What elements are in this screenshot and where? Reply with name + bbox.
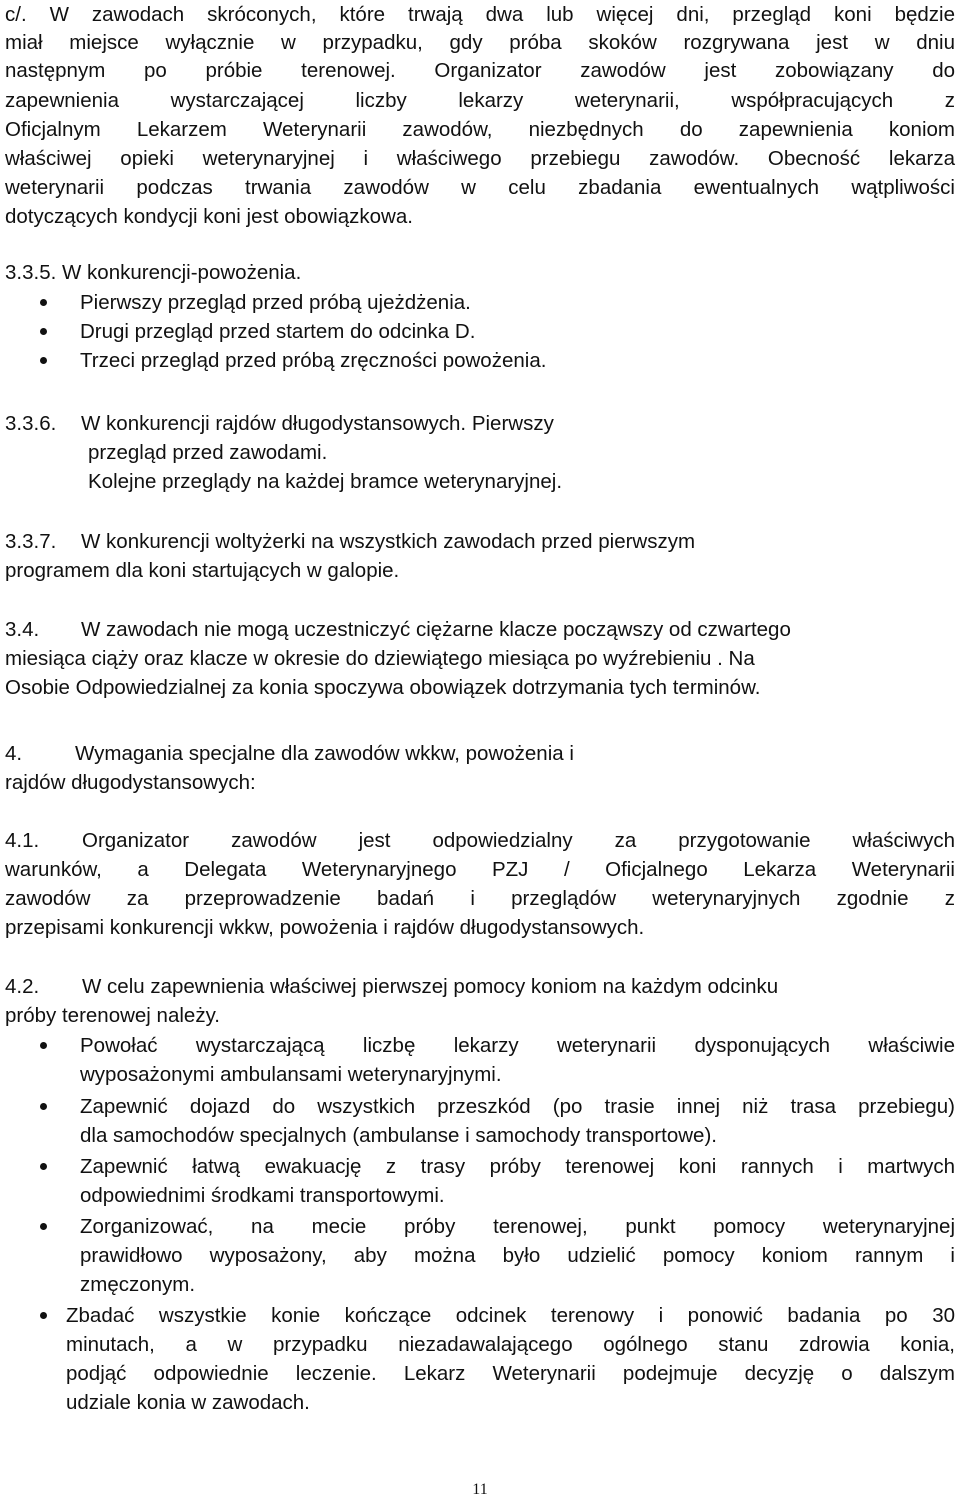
list-item-line: wyposażonymi ambulansami weterynaryjnymi.: [80, 1063, 502, 1086]
text-line: Wymagania specjalne dla zawodów wkkw, powożenia i: [75, 742, 574, 765]
list-item-line: zmęczonym.: [80, 1273, 196, 1296]
list-item: Trzeci przegląd przed próbą zręczności powożenia.: [80, 349, 547, 372]
section-number: 3.4.: [5, 618, 40, 641]
bullet-icon: [40, 1103, 47, 1110]
list-item-line: dla samochodów specjalnych (ambulanse i samochody transportowe).: [80, 1124, 717, 1147]
text-line: dotyczących kondycji koni jest obowiązkowa.: [5, 205, 413, 228]
text-line: W konkurencji woltyżerki na wszystkich zawodach przed pierwszym: [81, 530, 696, 553]
bullet-icon: [40, 299, 47, 306]
text-line: W celu zapewnienia właściwej pierwszej pomocy koniom na każdym odcinku: [82, 975, 779, 998]
text-line: W konkurencji rajdów długodystansowych. Pierwszy: [81, 412, 554, 435]
list-item: Drugi przegląd przed startem do odcinka D.: [80, 320, 476, 343]
bullet-icon: [40, 1223, 47, 1230]
text-line: właściwej opieki weterynaryjnej i właściwego przebiegu zawodów. Obecność lekarza: [5, 147, 955, 170]
bullet-icon: [40, 1042, 47, 1049]
text-line: warunków, a Delegata Weterynaryjnego PZJ / Oficjalnego Lekarza Weterynarii: [5, 858, 955, 881]
bullet-icon: [40, 357, 47, 364]
list-item: Pierwszy przegląd przed próbą ujeżdżenia.: [80, 291, 471, 314]
bullet-icon: [40, 1163, 47, 1170]
section-heading: [5, 258, 301, 288]
bullet-icon: [40, 1312, 47, 1319]
text-line: następnym po próbie terenowej. Organizator zawodów jest zobowiązany do: [5, 59, 955, 82]
section-number: 4.: [5, 742, 23, 765]
list-item-line: Zorganizować, na mecie próby terenowej, punkt pomocy weterynaryjnej: [80, 1215, 955, 1238]
text-line: miał miejsce wyłącznie w przypadku, gdy próba skoków rozgrywana jest w dniu: [5, 31, 955, 54]
list-item-line: minutach, a w przypadku niezadawalającego ogólnego stanu zdrowia konia,: [66, 1333, 955, 1356]
text-line: c/. W zawodach skróconych, które trwają dwa lub więcej dni, przegląd koni będzie: [5, 3, 955, 26]
list-item-line: prawidłowo wyposażony, aby można było udzielić pomocy koniom rannym i: [80, 1244, 955, 1267]
text-line: Organizator zawodów jest odpowiedzialny za przygotowanie właściwych: [82, 829, 955, 852]
text-line: rajdów długodystansowych:: [5, 771, 256, 794]
section-number: 4.2.: [5, 975, 40, 998]
text-line: przegląd przed zawodami.: [88, 441, 328, 464]
list-item-line: podjąć odpowiednie leczenie. Lekarz Weterynarii podejmuje decyzję o dalszym: [66, 1362, 955, 1385]
list-item-line: udziale konia w zawodach.: [66, 1391, 310, 1414]
text-line: miesiąca ciąży oraz klacze w okresie do dziewiątego miesiąca po wyźrebieniu . Na: [5, 647, 755, 670]
text-line: Oficjalnym Lekarzem Weterynarii zawodów, niezbędnych do zapewnienia koniom: [5, 118, 955, 141]
section-title: W konkurencji-powożenia.: [62, 261, 302, 284]
text-line: programem dla koni startujących w galopie.: [5, 559, 400, 582]
section-number: 3.3.7.: [5, 530, 57, 553]
text-line: Kolejne przeglądy na każdej bramce weterynaryjnej.: [88, 470, 563, 493]
text-line: próby terenowej należy.: [5, 1004, 220, 1027]
text-line: weterynarii podczas trwania zawodów w celu zbadania ewentualnych wątpliwości: [5, 176, 955, 199]
bullet-icon: [40, 328, 47, 335]
page-number: 11: [472, 1481, 488, 1498]
list-item-line: Powołać wystarczającą liczbę lekarzy weterynarii dysponujących właściwie: [80, 1034, 955, 1057]
list-item-line: Zapewnić dojazd do wszystkich przeszkód (po trasie innej niż trasa przebiegu): [80, 1095, 955, 1118]
text-line: przepisami konkurencji wkkw, powożenia i rajdów długodystansowych.: [5, 916, 645, 939]
section-number: 3.3.5.: [5, 261, 57, 284]
list-item-line: Zapewnić łatwą ewakuację z trasy próby terenowej koni rannych i martwych: [80, 1155, 955, 1178]
text-line: W zawodach nie mogą uczestniczyć ciężarne klacze począwszy od czwartego: [81, 618, 791, 641]
text-line: zapewnienia wystarczającej liczby lekarzy weterynarii, współpracujących z: [5, 89, 955, 112]
section-number: 3.3.6.: [5, 412, 57, 435]
list-item-line: Zbadać wszystkie konie kończące odcinek terenowy i ponowić badania po 30: [66, 1304, 955, 1327]
list-item-line: odpowiednimi środkami transportowymi.: [80, 1184, 445, 1207]
text-line: zawodów za przeprowadzenie badań i przeglądów weterynaryjnych zgodnie z: [5, 887, 955, 910]
text-line: Osobie Odpowiedzialnej za konia spoczywa obowiązek dotrzymania tych terminów.: [5, 676, 761, 699]
section-number: 4.1.: [5, 829, 40, 852]
